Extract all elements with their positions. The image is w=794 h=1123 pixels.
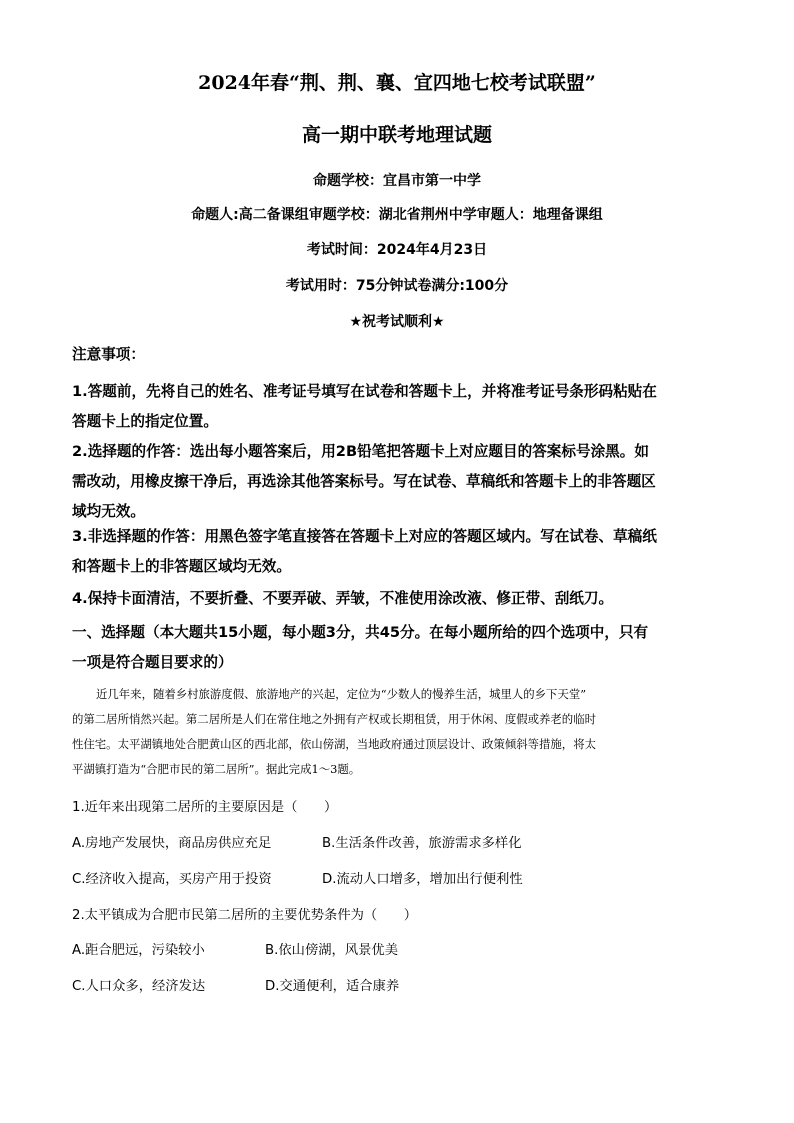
- question-1-option-b: B.生活条件改善，旅游需求多样化: [322, 836, 522, 851]
- passage-line: 近几年来，随着乡村旅游度假、旅游地产的兴起，定位为“少数人的慢养生活，城里人的乡下天堂”: [96, 687, 587, 701]
- note-line: 和答题卡上的非答题区域均无效。: [72, 558, 291, 575]
- question-2-option-d: D.交通便利，适合康养: [265, 979, 400, 994]
- good-luck-line: ★祝考试顺利★: [349, 314, 445, 330]
- question-2-option-c: C.人口众多，经济发达: [72, 979, 206, 994]
- question-1-stem: 1.近年来出现第二居所的主要原因是（ ）: [72, 800, 338, 815]
- note-item-1: [72, 377, 722, 437]
- note-line: 3.非选择题的作答：用黑色签字笔直接答在答题卡上对应的答题区域内。写在试卷、草稿纸: [72, 528, 657, 545]
- reading-passage: [72, 682, 722, 782]
- note-line: 2.选择题的作答：选出每小题答案后，用2B铅笔把答题卡上对应题目的答案标号涂黑。如: [72, 443, 649, 460]
- note-line: 答题卡上的指定位置。: [72, 413, 218, 430]
- notes-heading: 注意事项：: [72, 346, 145, 363]
- exam-subtitle: 高一期中联考地理试题: [301, 124, 492, 146]
- question-2-option-b: B.依山傍湖，风景优美: [265, 943, 399, 958]
- section-heading-line: 一项是符合题目要求的）: [72, 654, 233, 671]
- question-1-option-d: D.流动人口增多，增加出行便利性: [322, 872, 523, 887]
- note-line: 需改动，用橡皮擦干净后，再选涂其他答案标号。写在试卷、草稿纸和答题卡上的非答题区: [72, 473, 656, 490]
- note-item-2: [72, 437, 722, 527]
- question-1-option-a: A.房地产发展快，商品房供应充足: [72, 836, 272, 851]
- passage-line: 性住宅。太平湖镇地处合肥黄山区的西北部，依山傍湖，当地政府通过顶层设计、政策倾斜等措施，将太: [72, 737, 596, 751]
- exam-title: 2024年春“荆、荆、襄、宜四地七校考试联盟”: [198, 72, 596, 94]
- exam-date: 考试时间：2024年4月23日: [306, 242, 488, 258]
- note-item-4: [72, 584, 722, 614]
- setter-people: 命题人:高二备课组审题学校：湖北省荆州中学审题人：地理备课组: [191, 207, 603, 223]
- question-1-option-c: C.经济收入提高，买房产用于投资: [72, 872, 272, 887]
- section-heading-line: 一、选择题（本大题共15小题，每小题3分，共45分。在每小题所给的四个选项中，只有: [72, 624, 649, 641]
- passage-line: 的第二居所悄然兴起。第二居所是人们在常住地之外拥有产权或长期租赁，用于休闲、度假或养老的临时: [72, 712, 596, 726]
- note-item-3: [72, 522, 722, 582]
- section-heading: [72, 618, 722, 678]
- question-2-stem: 2.太平镇成为合肥市民第二居所的主要优势条件为（ ）: [72, 908, 418, 923]
- question-2-option-a: A.距合肥远，污染较小: [72, 943, 205, 958]
- note-line: 4.保持卡面清洁，不要折叠、不要弄破、弄皱，不准使用涂改液、修正带、刮纸刀。: [72, 590, 614, 607]
- exam-duration: 考试用时：75分钟试卷满分:100分: [285, 278, 509, 294]
- setter-school: 命题学校：宜昌市第一中学: [313, 173, 481, 189]
- note-line: 1.答题前，先将自己的姓名、准考证号填写在试卷和答题卡上，并将准考证号条形码粘贴在: [72, 383, 657, 400]
- passage-line: 平湖镇打造为“合肥市民的第二居所”。据此完成1～3题。: [72, 762, 361, 776]
- note-line: 域均无效。: [72, 503, 145, 520]
